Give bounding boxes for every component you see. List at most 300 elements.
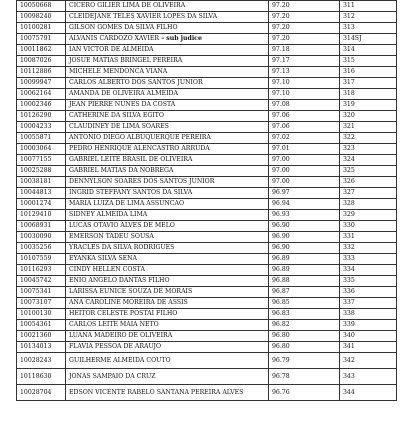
table-row	[17, 221, 397, 232]
rank-cell	[340, 23, 397, 34]
table-row	[17, 155, 397, 166]
rank-cell	[340, 155, 397, 166]
rank-cell	[340, 243, 397, 254]
candidate-name-text: JEAN PIERRE NUNES DA COSTA	[69, 101, 176, 108]
rank-text: 333	[343, 255, 355, 262]
registration-cell	[17, 56, 66, 67]
registration-text: 10077155	[20, 156, 52, 163]
score-cell	[269, 155, 340, 166]
score-text: 97.17	[272, 57, 290, 64]
registration-cell	[17, 298, 66, 309]
score-cell	[269, 199, 340, 210]
registration-text: 10001274	[20, 200, 52, 207]
candidate-name-text: EYANKA SILVA SENA	[69, 255, 137, 262]
score-text: 96.76	[272, 389, 290, 396]
registration-cell	[17, 23, 66, 34]
score-cell	[269, 331, 340, 342]
table-row	[17, 56, 397, 67]
score-cell	[269, 100, 340, 111]
rank-text: 337	[343, 299, 355, 306]
candidate-name-text: AMANDA DE OLIVEIRA ALMEIDA	[69, 90, 178, 97]
score-text: 97.02	[272, 134, 290, 141]
candidate-name-cell	[66, 221, 269, 232]
candidate-name-cell	[66, 331, 269, 342]
candidate-name-text: FLAVIA PESSOA DE ARAUJO	[69, 343, 162, 350]
results-sheet	[16, 0, 396, 401]
score-text: 97.01	[272, 145, 290, 152]
registration-cell	[17, 155, 66, 166]
candidate-name-text: LARISSA EUNICE SOUZA DE MORAIS	[69, 288, 193, 295]
registration-text: 10116293	[20, 266, 52, 273]
registration-cell	[17, 243, 66, 254]
score-cell	[269, 309, 340, 320]
candidate-name-text: GABRIEL MATIAS DA NOBREGA	[69, 167, 174, 174]
registration-text: 10118630	[20, 373, 52, 380]
candidate-name-text: CARLOS ALBERTO DOS SANTOS JUNIOR	[69, 79, 203, 86]
rank-cell	[340, 353, 397, 369]
table-row	[17, 287, 397, 298]
table-row	[17, 254, 397, 265]
candidate-name-cell	[66, 89, 269, 100]
candidate-name-cell	[66, 254, 269, 265]
rank-cell	[340, 254, 397, 265]
candidate-name-cell	[66, 122, 269, 133]
rank-cell	[340, 111, 397, 122]
rank-cell	[340, 1, 397, 12]
registration-cell	[17, 166, 66, 177]
rank-cell	[340, 177, 397, 188]
rank-cell	[340, 320, 397, 331]
table-row	[17, 320, 397, 331]
registration-text: 10068931	[20, 222, 52, 229]
rank-text: 341	[343, 343, 355, 350]
rank-text: 334	[343, 266, 355, 273]
registration-text: 10021360	[20, 332, 52, 339]
table-row	[17, 276, 397, 287]
registration-text: 10099947	[20, 79, 52, 86]
score-text: 96.78	[272, 373, 290, 380]
rank-cell	[340, 210, 397, 221]
score-cell	[269, 298, 340, 309]
registration-text: 10044813	[20, 189, 52, 196]
rank-cell	[340, 166, 397, 177]
score-text: 97.20	[272, 2, 290, 9]
rank-text: 322	[343, 134, 355, 141]
candidate-name-text: CINDY HELLEN COSTA	[69, 266, 145, 273]
rank-cell	[340, 276, 397, 287]
registration-cell	[17, 177, 66, 188]
candidate-name-cell	[66, 166, 269, 177]
score-cell	[269, 12, 340, 23]
registration-text: 10087026	[20, 57, 52, 64]
candidate-name-text: JOSUE MATIAS BRINGEL PEREIRA	[69, 57, 183, 64]
score-cell	[269, 342, 340, 353]
candidate-name-text: HEITOR CELESTE POSTAI FILHO	[69, 310, 178, 317]
score-text: 96.89	[272, 266, 290, 273]
candidate-name-cell	[66, 111, 269, 122]
rank-cell	[340, 34, 397, 45]
rank-text: 327	[343, 189, 355, 196]
rank-cell	[340, 67, 397, 78]
rank-text: 331	[343, 233, 355, 240]
candidate-name-text: CICERO GILIER LIMA DE OLIVEIRA	[69, 2, 186, 9]
table-row	[17, 111, 397, 122]
score-text: 96.90	[272, 233, 290, 240]
rank-cell	[340, 122, 397, 133]
candidate-name-cell	[66, 199, 269, 210]
table-row	[17, 210, 397, 221]
rank-text: 336	[343, 288, 355, 295]
registration-text: 10028243	[20, 357, 52, 364]
score-text: 97.10	[272, 90, 290, 97]
registration-text: 10028704	[20, 389, 52, 396]
rank-cell	[340, 56, 397, 67]
score-cell	[269, 23, 340, 34]
registration-cell	[17, 1, 66, 12]
rank-cell	[340, 199, 397, 210]
candidate-name-cell	[66, 12, 269, 23]
score-cell	[269, 188, 340, 199]
candidate-name-text: CLAUDINEY DE LIMA SOARES	[69, 123, 169, 130]
candidate-name-cell	[66, 133, 269, 144]
rank-cell	[340, 78, 397, 89]
candidate-name-cell	[66, 385, 269, 401]
score-text: 97.18	[272, 46, 290, 53]
candidate-name-cell	[66, 67, 269, 78]
registration-text: 10004233	[20, 123, 52, 130]
score-text: 96.80	[272, 332, 290, 339]
rank-text: 312	[343, 13, 355, 20]
registration-cell	[17, 331, 66, 342]
score-cell	[269, 320, 340, 331]
registration-text: 10025288	[20, 167, 52, 174]
table-row	[17, 100, 397, 111]
registration-cell	[17, 12, 66, 23]
rank-cell	[340, 89, 397, 100]
score-text: 96.88	[272, 277, 290, 284]
registration-cell	[17, 78, 66, 89]
rank-text: 335	[343, 277, 355, 284]
registration-text: 10030090	[20, 233, 52, 240]
score-cell	[269, 276, 340, 287]
candidate-name-text: PEDRO HENRIQUE ALENCASTRO ARRUDA	[69, 145, 210, 152]
rank-text: 329	[343, 211, 355, 218]
registration-text: 10129410	[20, 211, 52, 218]
score-cell	[269, 369, 340, 385]
table-row	[17, 23, 397, 34]
score-text: 96.93	[272, 211, 290, 218]
candidate-name-cell	[66, 188, 269, 199]
rank-cell	[340, 188, 397, 199]
rank-cell	[340, 287, 397, 298]
score-cell	[269, 78, 340, 89]
candidate-name-text: CLEIDEJANE TELES XAVIER LOPES DA SILVA	[69, 13, 218, 20]
registration-cell	[17, 309, 66, 320]
registration-text: 10003064	[20, 145, 52, 152]
rank-cell	[340, 309, 397, 320]
table-row	[17, 298, 397, 309]
registration-cell	[17, 265, 66, 276]
rank-cell	[340, 45, 397, 56]
candidate-name-text: GUILHERME ALMEIDA COUTO	[69, 357, 171, 364]
score-cell	[269, 287, 340, 298]
candidate-name-text: MICHELE MENDONCA VIANA	[69, 68, 168, 75]
registration-cell	[17, 342, 66, 353]
registration-cell	[17, 144, 66, 155]
score-cell	[269, 353, 340, 369]
registration-text: 10050668	[20, 2, 52, 9]
score-cell	[269, 133, 340, 144]
rank-text: 311	[343, 2, 355, 9]
score-cell	[269, 243, 340, 254]
score-text: 96.82	[272, 321, 290, 328]
rank-text: 320	[343, 112, 355, 119]
score-text: 97.06	[272, 123, 290, 130]
candidate-name-cell	[66, 100, 269, 111]
rank-cell	[340, 265, 397, 276]
score-text: 96.83	[272, 310, 290, 317]
registration-cell	[17, 287, 66, 298]
rank-text: 313	[343, 24, 355, 31]
registration-cell	[17, 133, 66, 144]
candidate-name-cell	[66, 210, 269, 221]
candidate-name-cell	[66, 265, 269, 276]
candidate-name-cell	[66, 232, 269, 243]
rank-text: 324	[343, 156, 355, 163]
score-text: 97.06	[272, 112, 290, 119]
candidate-name-text: CATHERINE DA SILVA EGITO	[69, 112, 164, 119]
candidate-name-cell	[66, 34, 269, 45]
rank-text: 326	[343, 178, 355, 185]
score-cell	[269, 210, 340, 221]
score-text: 96.97	[272, 189, 290, 196]
registration-text: 10075341	[20, 288, 52, 295]
score-text: 97.00	[272, 156, 290, 163]
rank-text: 328	[343, 200, 355, 207]
candidate-name-text: GILSON GOMES DA SILVA FILHO	[69, 24, 178, 31]
candidate-name-cell	[66, 320, 269, 331]
rank-text: 323	[343, 145, 355, 152]
candidate-name-cell	[66, 276, 269, 287]
table-row	[17, 122, 397, 133]
registration-cell	[17, 100, 66, 111]
score-text: 96.87	[272, 288, 290, 295]
table-row	[17, 188, 397, 199]
candidate-name-cell	[66, 23, 269, 34]
table-row	[17, 89, 397, 100]
registration-cell	[17, 232, 66, 243]
score-cell	[269, 265, 340, 276]
table-row	[17, 12, 397, 23]
registration-cell	[17, 111, 66, 122]
table-row	[17, 45, 397, 56]
registration-text: 10075791	[20, 35, 52, 42]
rank-cell	[340, 298, 397, 309]
score-text: 97.20	[272, 13, 290, 20]
rank-text: 325	[343, 167, 355, 174]
score-text: 97.20	[272, 24, 290, 31]
score-cell	[269, 166, 340, 177]
table-row	[17, 369, 397, 385]
table-row	[17, 353, 397, 369]
registration-text: 10100130	[20, 310, 52, 317]
registration-text: 10100281	[20, 24, 52, 31]
rank-text: 342	[343, 357, 355, 364]
table-row	[17, 133, 397, 144]
registration-cell	[17, 188, 66, 199]
table-row	[17, 309, 397, 320]
registration-text: 10126290	[20, 112, 52, 119]
candidate-name-cell	[66, 243, 269, 254]
registration-cell	[17, 89, 66, 100]
rank-cell	[340, 100, 397, 111]
score-cell	[269, 221, 340, 232]
candidate-name-text: CARLOS LEITE MAIA NETO	[69, 321, 159, 328]
score-cell	[269, 45, 340, 56]
candidate-name-text: IAN VICTOR DE ALMEIDA	[69, 46, 154, 53]
candidate-name-text: ANA CAROLINE MOREIRA DE ASSIS	[69, 299, 188, 306]
candidate-name-cell	[66, 369, 269, 385]
rank-text: 344	[343, 389, 355, 396]
registration-text: 10134013	[20, 343, 52, 350]
rank-text: 321	[343, 123, 355, 130]
table-row	[17, 34, 397, 45]
registration-cell	[17, 254, 66, 265]
table-row	[17, 342, 397, 353]
candidate-name-cell	[66, 309, 269, 320]
table-row	[17, 177, 397, 188]
score-cell	[269, 177, 340, 188]
candidate-name-cell	[66, 353, 269, 369]
candidate-name-cell	[66, 155, 269, 166]
table-row	[17, 265, 397, 276]
score-text: 97.08	[272, 101, 290, 108]
table-row	[17, 1, 397, 12]
candidate-name-text: SIDNEY ALMEIDA LIMA	[69, 211, 148, 218]
score-text: 97.20	[272, 35, 290, 42]
rank-text: 314	[343, 46, 355, 53]
rank-text: 314SJ	[343, 35, 362, 42]
rank-cell	[340, 232, 397, 243]
score-cell	[269, 1, 340, 12]
rank-text: 317	[343, 79, 355, 86]
candidate-name-text: LUANA MADEIRO DE OLIVEIRA	[69, 332, 173, 339]
rank-cell	[340, 133, 397, 144]
results-table-body	[17, 1, 397, 401]
registration-text: 10073107	[20, 299, 52, 306]
candidate-name-cell	[66, 177, 269, 188]
registration-cell	[17, 369, 66, 385]
rank-text: 319	[343, 101, 355, 108]
table-row	[17, 232, 397, 243]
candidate-name-text: JONAS SAMPAIO DA CRUZ	[69, 373, 156, 380]
candidate-name-cell	[66, 298, 269, 309]
score-cell	[269, 254, 340, 265]
rank-cell	[340, 12, 397, 23]
score-cell	[269, 56, 340, 67]
registration-cell	[17, 67, 66, 78]
rank-text: 339	[343, 321, 355, 328]
candidate-name-text: ALVANIS CARDOZO XAVIER	[69, 35, 160, 42]
score-cell	[269, 232, 340, 243]
table-row	[17, 243, 397, 254]
candidate-name-text: ENIO ANGELO DANTAS FILHO	[69, 277, 170, 284]
candidate-name-cell	[66, 342, 269, 353]
registration-text: 10045742	[20, 277, 52, 284]
rank-text: 338	[343, 310, 355, 317]
score-cell	[269, 89, 340, 100]
registration-text: 10011862	[20, 46, 52, 53]
registration-text: 10038181	[20, 178, 52, 185]
registration-text: 10098240	[20, 13, 52, 20]
registration-cell	[17, 385, 66, 401]
registration-text: 10035256	[20, 244, 52, 251]
score-text: 97.13	[272, 68, 290, 75]
sub-judice-note: – sub judice	[161, 35, 202, 42]
score-cell	[269, 67, 340, 78]
table-row	[17, 166, 397, 177]
rank-text: 318	[343, 90, 355, 97]
candidate-name-text: LUCAS OTAVIO ALVES DE MELO	[69, 222, 175, 229]
registration-text: 10107559	[20, 255, 52, 262]
registration-cell	[17, 210, 66, 221]
candidate-name-text: INGRID STEFFANY SANTOS DA SILVA	[69, 189, 193, 196]
candidate-name-text: ANTONIO DIEGO ALBUQUERQUE PEREIRA	[69, 134, 211, 141]
registration-cell	[17, 122, 66, 133]
score-text: 96.79	[272, 357, 290, 364]
score-cell	[269, 111, 340, 122]
score-text: 96.90	[272, 222, 290, 229]
registration-cell	[17, 276, 66, 287]
rank-text: 340	[343, 332, 355, 339]
registration-cell	[17, 45, 66, 56]
registration-text: 10002346	[20, 101, 52, 108]
score-cell	[269, 34, 340, 45]
rank-cell	[340, 385, 397, 401]
registration-text: 10055871	[20, 134, 52, 141]
candidate-name-text: EDSON VICENTE RABELO SANTANA PEREIRA ALVES	[69, 389, 244, 396]
rank-cell	[340, 221, 397, 232]
registration-cell	[17, 353, 66, 369]
rank-text: 330	[343, 222, 355, 229]
candidate-name-text: EMERSON TADEU SOUSA	[69, 233, 154, 240]
candidate-name-cell	[66, 1, 269, 12]
score-text: 97.00	[272, 178, 290, 185]
candidate-name-cell	[66, 287, 269, 298]
rank-cell	[340, 342, 397, 353]
candidate-name-text: GABRIEL LEITE BRASIL DE OLIVEIRA	[69, 156, 193, 163]
rank-cell	[340, 144, 397, 155]
registration-text: 10112886	[20, 68, 52, 75]
table-row	[17, 199, 397, 210]
rank-cell	[340, 331, 397, 342]
candidate-name-text: MARIA LUIZA DE LIMA ASSUNCAO	[69, 200, 185, 207]
registration-cell	[17, 199, 66, 210]
score-text: 97.00	[272, 167, 290, 174]
table-row	[17, 144, 397, 155]
score-text: 96.85	[272, 299, 290, 306]
candidate-name-cell	[66, 144, 269, 155]
candidate-name-cell	[66, 78, 269, 89]
registration-cell	[17, 221, 66, 232]
rank-text: 315	[343, 57, 355, 64]
rank-text: 332	[343, 244, 355, 251]
score-cell	[269, 144, 340, 155]
score-cell	[269, 122, 340, 133]
score-text: 96.80	[272, 343, 290, 350]
score-cell	[269, 385, 340, 401]
candidate-name-text: DENNYLSON SOARES DOS SANTOS JUNIOR	[69, 178, 215, 185]
